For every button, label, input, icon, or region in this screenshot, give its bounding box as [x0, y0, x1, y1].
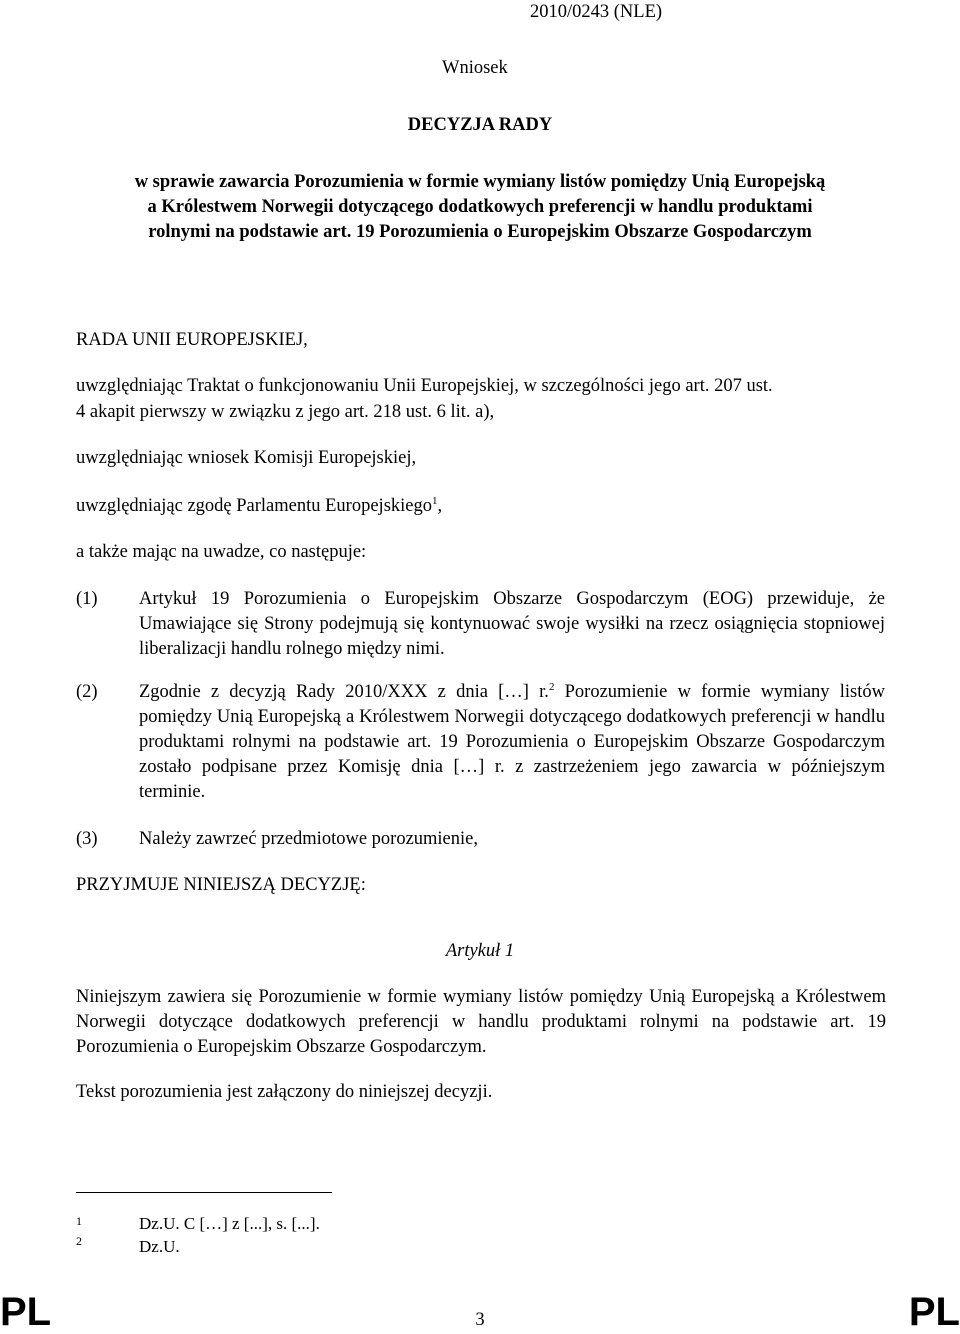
recital-number: (3): [76, 829, 98, 849]
recital-text: [139, 680, 885, 805]
council-heading: RADA UNII EUROPEJSKIEJ,: [76, 330, 308, 350]
recital-text: Artykuł 19 Porozumienia o Europejskim Obszarze Gospodarczym (EOG) przewiduje, że Umawiające się Strony podejmują się kontynuować swoje wysiłki na rzecz osiągnięcia stopniowej liberalizacji handlu rolnego między nimi.: [139, 589, 885, 659]
whereas-intro: a także mając na uwadze, co następuje:: [76, 542, 367, 562]
footnote-separator: [76, 1192, 332, 1193]
citation-parliament-text: uwzględniając zgodę Parlamentu Europejskiego: [76, 496, 432, 516]
article-paragraph: Niniejszym zawiera się Porozumienie w formie wymiany listów pomiędzy Unią Europejską a Królestwem Norwegii dotyczące dodatkowych preferencji w handlu produktami rolnymi na podstawie art. 19 Porozumienia o Europejskim Obszarze Gospodarczym.: [76, 987, 886, 1057]
page-number: 3: [475, 1310, 485, 1330]
footnote-ref-1[interactable]: 1: [432, 494, 438, 507]
citation-treaty-line: 4 akapit pierwszy w związku z jego art. 218 ust. 6 lit. a),: [76, 402, 495, 422]
subtitle-line: a Królestwem Norwegii dotyczącego dodatkowych preferencji w handlu produktami: [147, 197, 813, 217]
recital-text: Należy zawrzeć przedmiotowe porozumienie,: [139, 829, 478, 849]
subtitle-line: w sprawie zawarcia Porozumienia w formie wymiany listów pomiędzy Unią Europejską: [134, 172, 826, 192]
citation-treaty-line: uwzględniając Traktat o funkcjonowaniu Unii Europejskiej, w szczególności jego art. 207 ust.: [76, 376, 773, 396]
footnote-text: Dz.U. C […] z [...], s. [...].: [139, 1214, 320, 1233]
recital-text-part: Porozumienie w formie wymiany listów pomiędzy Unią Europejską a Królestwem Norwegii dotyczącego dodatkowych preferencji w handlu produktami rolnymi na podstawie art. 19 Porozumienia o Europejskim Obszarze Gospodarczym zostało podpisane przez Komisję dnia […] r. z zastrzeżeniem jego zawarcia w późniejszym terminie.: [139, 682, 885, 802]
language-code-left: PL: [0, 1290, 52, 1334]
citation-commission: uwzględniając wniosek Komisji Europejskiej,: [76, 448, 417, 468]
decision-title: DECYZJA RADY: [407, 115, 553, 135]
subtitle-line: rolnymi na podstawie art. 19 Porozumienia o Europejskim Obszarze Gospodarczym: [148, 222, 812, 242]
recital-text-part: Zgodnie z decyzją Rady 2010/XXX z dnia […] r.: [139, 682, 549, 702]
document-type: Wniosek: [442, 58, 508, 78]
footnote-text: Dz.U.: [139, 1237, 180, 1256]
article-heading: Artykuł 1: [445, 941, 515, 961]
recital-number: (1): [76, 589, 98, 609]
footnote-number: 1: [76, 1214, 82, 1228]
decision-subtitle: [60, 170, 900, 245]
footnote-ref-2[interactable]: 2: [548, 680, 555, 693]
recital-number: (2): [76, 682, 98, 702]
footnote-number: 2: [76, 1234, 82, 1248]
annex-note: Tekst porozumienia jest załączony do niniejszej decyzji.: [76, 1082, 493, 1102]
enacting-formula: PRZYJMUJE NINIEJSZĄ DECYZJĘ:: [76, 875, 366, 895]
citation-parliament: [76, 494, 442, 519]
language-code-right: PL: [908, 1290, 960, 1334]
document-reference: 2010/0243 (NLE): [530, 2, 663, 22]
citation-parliament-end: ,: [437, 496, 443, 516]
